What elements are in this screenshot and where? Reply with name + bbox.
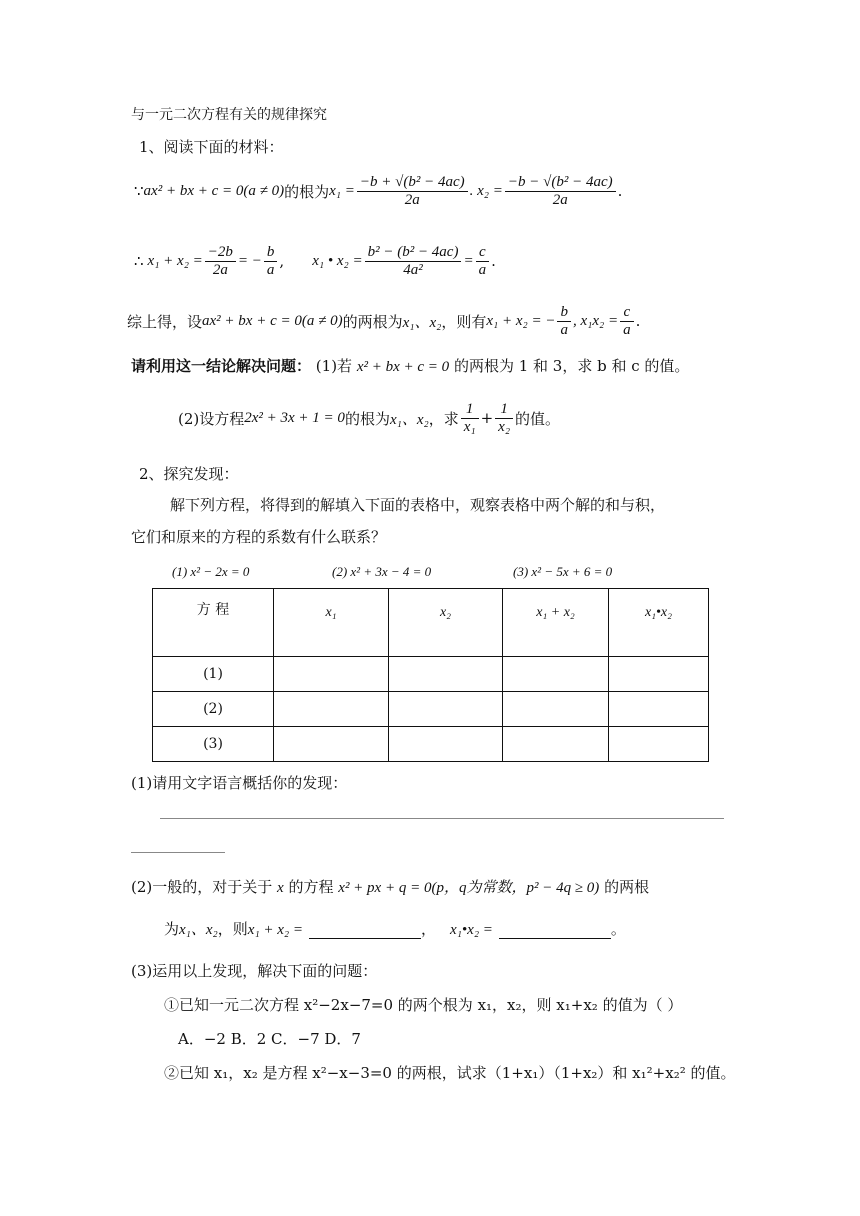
roots-label: x₁、x₂ [179, 922, 218, 938]
section-2-heading: 2、探究发现： [139, 465, 239, 483]
part-1-prompt: (1)请用文字语言概括你的发现： [131, 774, 348, 792]
question-2-text: ②已知 x₁，x₂ 是方程 x²−x−3=0 的两根，试求（1+x₁）（1+x₂）和 x₁²+x₂² 的值。 [164, 1064, 736, 1082]
header-equation: 方 程 [153, 589, 274, 657]
sum-label: x₁ + x₂ = − [486, 312, 556, 329]
material-line-sum-product [134, 238, 496, 284]
cell-product[interactable] [609, 727, 709, 762]
denominator: a [266, 261, 275, 278]
section-2-intro-line-2: 它们和原来的方程的系数有什么联系？ [131, 528, 387, 546]
equals: = [463, 252, 474, 269]
part-2-line-2 [164, 918, 626, 939]
table-row [153, 657, 709, 692]
equation-2: (2) x² + 3x − 4 = 0 [332, 564, 432, 579]
comma: ， [421, 920, 437, 938]
denominator: a [560, 321, 568, 338]
roots-text: 的根为 [284, 182, 330, 201]
choice-question-1: ①已知一元二次方程 x²−2x−7=0 的两个根为 x₁，x₂，则 x₁+x₂ 的值为（ ） [164, 996, 683, 1014]
answer-table [152, 588, 709, 762]
row-label: (2) [153, 692, 274, 727]
denominator: x₁ [463, 418, 476, 435]
part-3-prompt: (3)运用以上发现，解决下面的问题： [131, 962, 378, 980]
table-row [153, 692, 709, 727]
period: . [635, 312, 641, 330]
cell-x2[interactable] [389, 657, 503, 692]
q2-ask: ，求 [428, 409, 459, 428]
numerator: b [557, 304, 571, 322]
q2-prefix: (2)设方程 [178, 409, 245, 428]
q2-fraction-1 [461, 401, 479, 436]
part-2b-prefix: 为 [164, 920, 180, 938]
denominator: a [478, 261, 487, 278]
product-fraction-1 [365, 244, 462, 279]
equation-3: (3) x² − 5x + 6 = 0 [513, 564, 613, 579]
denominator: a [623, 321, 631, 338]
cell-x1[interactable] [274, 727, 389, 762]
question-lead: 请利用这一结论解决问题： [131, 357, 312, 375]
material-line-roots [134, 168, 622, 214]
part-2-prefix: (2)一般的，对于关于 [131, 878, 273, 896]
table-row [153, 727, 709, 762]
cell-sum[interactable] [503, 657, 609, 692]
q1-equation: x² + bx + c = 0 [356, 359, 450, 375]
q2-roots-text: 的根为 [344, 409, 390, 428]
equals-minus: = − [237, 252, 262, 269]
denominator: 4a² [403, 261, 423, 278]
denominator: 2a [404, 191, 420, 208]
numerator: −b + √(b² − 4ac) [357, 174, 468, 192]
product-blank[interactable] [499, 922, 611, 939]
product-fraction [620, 304, 634, 339]
denominator: 2a [552, 191, 568, 208]
choice-options: A．−2 B．2 C．−7 D．7 [178, 1030, 361, 1048]
denominator: 2a [212, 261, 228, 278]
numerator: −2b [205, 244, 236, 262]
header-x2: x₂ [389, 589, 503, 657]
cell-x1[interactable] [274, 692, 389, 727]
comma: , [279, 252, 285, 270]
cell-sum[interactable] [503, 727, 609, 762]
plus: + [480, 409, 494, 427]
header-product: x₁•x₂ [609, 589, 709, 657]
sum-fraction [557, 304, 571, 339]
cell-x2[interactable] [389, 692, 503, 727]
general-equation: x² + px + q = 0(p，q为常数，p² − 4q ≥ 0) [338, 880, 600, 896]
header-sum: x₁ + x₂ [503, 589, 609, 657]
product-fraction-2 [476, 244, 490, 279]
row-label: (1) [153, 657, 274, 692]
material-conclusion [127, 298, 640, 344]
denominator: x₂ [498, 418, 511, 435]
q2-fraction-2 [495, 401, 513, 436]
variable-x: x [277, 880, 284, 896]
section-2-intro-line-1: 解下列方程，将得到的解填入下面的表格中，观察表格中两个解的和与积， [170, 496, 666, 514]
part-2-post: 的两根 [604, 878, 650, 896]
period: 。 [610, 920, 626, 938]
quadratic-equation: ax² + bx + c = 0(a ≠ 0) [202, 312, 343, 329]
cell-product[interactable] [609, 692, 709, 727]
sum-fraction-2 [264, 244, 278, 279]
answer-line-continued[interactable] [131, 852, 225, 853]
period: . [617, 182, 623, 200]
then-text: ，则有 [441, 312, 487, 331]
numerator: c [620, 304, 634, 322]
root-formula-1 [357, 174, 468, 209]
numerator: b [264, 244, 278, 262]
cell-x2[interactable] [389, 727, 503, 762]
because-symbol: ∵ [134, 182, 144, 200]
therefore-symbol: ∴ [134, 252, 144, 270]
then-text: ，则 [217, 920, 248, 938]
cell-sum[interactable] [503, 692, 609, 727]
numerator: b² − (b² − 4ac) [365, 244, 462, 262]
table-header-row [153, 589, 709, 657]
quadratic-equation: ax² + bx + c = 0(a ≠ 0) [143, 182, 285, 199]
equation-1: (1) x² − 2x = 0 [172, 564, 250, 579]
q2-equation: 2x² + 3x + 1 = 0 [244, 409, 345, 426]
cell-product[interactable] [609, 657, 709, 692]
q1-prefix: (1)若 [315, 357, 353, 375]
q2-text: 的值。 [515, 409, 561, 428]
root-formula-2 [505, 174, 616, 209]
sum-label: x₁ + x₂ = [247, 922, 304, 938]
answer-line[interactable] [160, 818, 724, 819]
question-2 [178, 395, 560, 441]
numerator: 1 [495, 401, 513, 419]
q1-text: 的两根为 1 和 3，求 b 和 c 的值。 [453, 357, 690, 375]
row-label: (3) [153, 727, 274, 762]
part-2-mid: 的方程 [288, 878, 334, 896]
numerator: 1 [461, 401, 479, 419]
sum-fraction-1 [205, 244, 236, 279]
header-x1: x₁ [274, 589, 389, 657]
cell-x1[interactable] [274, 657, 389, 692]
product-label: x₁•x₂ = [450, 922, 493, 938]
period: . [491, 252, 496, 270]
numerator: −b − √(b² − 4ac) [505, 174, 616, 192]
section-1-heading: 1、阅读下面的材料： [139, 138, 284, 156]
conclusion-intro: 综上得，设 [127, 312, 203, 331]
numerator: c [476, 244, 490, 262]
q2-roots: x₁、x₂ [389, 411, 429, 428]
part-2-line-1 [131, 876, 649, 897]
x2-label: . x₂ = [469, 182, 503, 199]
question-1 [131, 355, 689, 376]
product-label: x₁ • x₂ = [312, 252, 363, 269]
x1-label: x₁ = [329, 182, 355, 199]
roots-label: x₁、x₂ [402, 314, 442, 331]
roots-text: 的两根为 [342, 312, 403, 331]
sum-blank[interactable] [309, 922, 421, 939]
product-label: , x₁x₂ = [572, 312, 619, 329]
sum-label: x₁ + x₂ = [147, 252, 203, 269]
page-title: 与一元二次方程有关的规律探究 [131, 107, 327, 123]
